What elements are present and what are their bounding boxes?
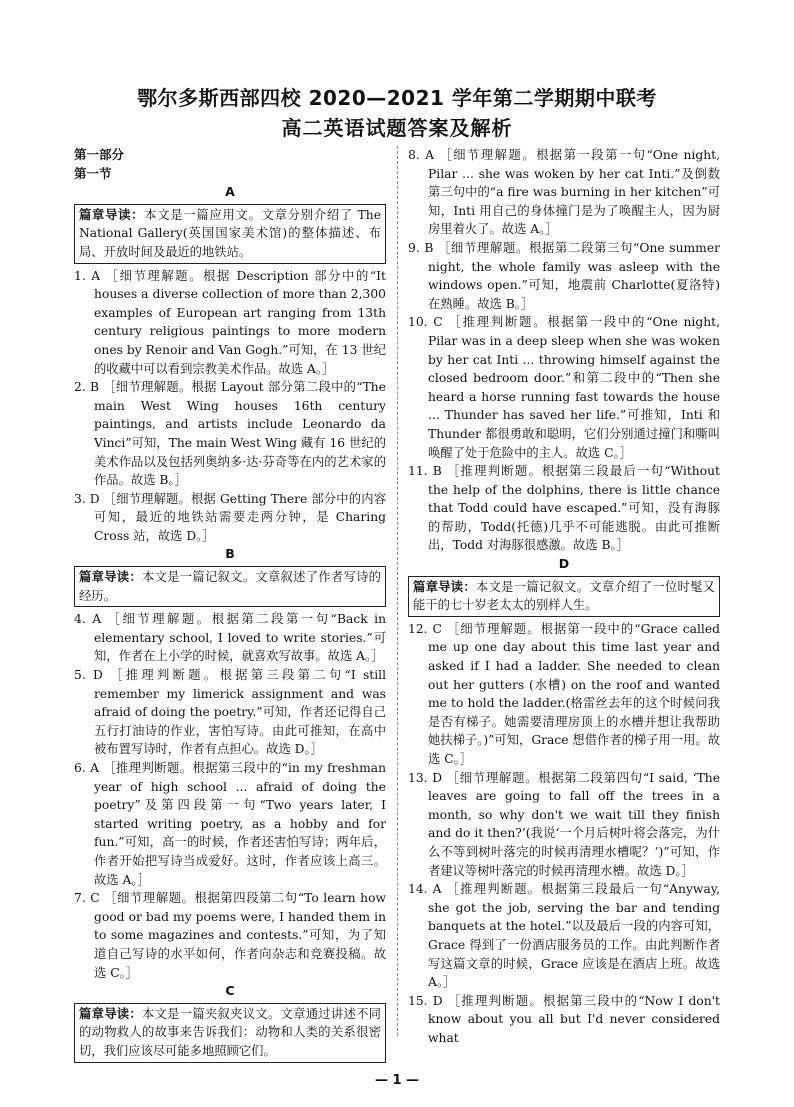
answer-item: 5. D ［推理判断题。根据第三段第二句“I still remember my limerick assignment and was afraid of doing the poetry.”可知，作者还记得自己五行打油诗的作业，害怕写诗。由此可推知，在高中被布置写诗时，作者有点担心。故选 D。］ <box>74 668 386 757</box>
answer-item: 2. B ［细节理解题。根据 Layout 部分第二段中的“The main West Wing houses 16th century paintings, and artists include Leonardo da Vinci”可知，The main West Wing 藏有 16 世纪的美术作品以及包括列奥纳多·达·芬奇等在内的艺术家的作品。故选 B。］ <box>74 380 386 488</box>
section-heading: 第一节 <box>74 165 112 181</box>
guide-text: 本文是一篇记叙文。文章介绍了一位时髦又能干的七十岁老太太的别样人生。 <box>413 579 715 613</box>
part-heading: 第一部分 <box>74 147 125 162</box>
answer-item: 15. D ［推理判断题。根据第三段中的“Now I don't know about you all but I'd never considered what <box>408 993 720 1045</box>
answer-item: 13. D ［细节理解题。根据第二段第四句“I said, ‘The leaves are going to fall off the trees in a month, so why don't we wait till they finish and do it then?’(我说‘一个月后树叶将会落完，为什么不等到树叶落完的时候再清理水槽呢？’)”可知，作者建议等树叶落完的时候再清理水槽。故选 D。］ <box>408 770 720 878</box>
answer-item: 9. B ［细节理解题。根据第二段第三句“One summer night, the whole family was asleep with the windows open.”可知，地震前 Charlotte(夏洛特)在熟睡。故选 B。］ <box>408 240 720 311</box>
answer-item: 11. B ［推理判断题。根据第三段最后一句“Without the help of the dolphins, there is little chance that Todd could have escaped.”可知，没有海豚的帮助，Todd(托德)几乎不可能逃脱。由此可推断出，Todd 对海豚很感激。故选 B。］ <box>408 464 720 553</box>
title-line-2: 高二英语试题答案及解析 <box>281 116 513 140</box>
answer-item: 12. C ［细节理解题。根据第一段中的“Grace called me up one day about this time last year and asked if I had a ladder. She needed to clean out her gutters (水槽) on the roof and wanted me to hold the ladder.(格雷丝去年的这个时候问我是否有梯子。她需要清理房顶上的水槽并想让我帮助她扶梯子。)”可知，Grace 想借作者的梯子用一用。故选 C。］ <box>408 621 720 766</box>
passage-c-guide <box>74 1003 386 1063</box>
guide-label: 篇章导读： <box>413 578 476 594</box>
answer-item: 7. C ［细节理解题。根据第四段第二句“To learn how good or bad my poems were, I handed them in to some magazines and contests.”可知，为了知道自己写诗的水平如何，作者向杂志和竞赛投稿。故选 C。］ <box>74 891 386 980</box>
left-column <box>74 146 386 1066</box>
guide-label: 篇章导读： <box>79 1005 142 1021</box>
column-divider <box>397 146 398 1036</box>
guide-text: 本文是一篇夹叙夹议文。文章通过讲述不同的动物救人的故事来告诉我们：动物和人类的关系很密切，我们应该尽可能多地照顾它们。 <box>79 1006 381 1058</box>
passage-b-guide <box>74 566 386 607</box>
passage-b-heading: B <box>225 546 235 562</box>
guide-label: 篇章导读： <box>79 569 142 585</box>
guide-label: 篇章导读： <box>79 206 145 222</box>
passage-c-heading: C <box>225 983 235 999</box>
answer-item: 8. A ［细节理解题。根据第一段第一句“One night, Pilar ... she was woken by her cat Inti.”及倒数第三句中的“a fire was burning in her kitchen”可知，Inti 用自己的身体撞门是为了唤醒主人，因为厨房里着火了。故选 A。］ <box>408 148 720 237</box>
answer-item: 4. A ［细节理解题。根据第二段第一句“Back in elementary school, I loved to write stories.”可知，作者在上小学的时候，就喜欢写故事。故选 A。］ <box>74 612 386 664</box>
answer-item: 1. A ［细节理解题。根据 Description 部分中的“It houses a diverse collection of more than 2,300 examples of European art ranging from 13th century religious paintings to more modern ones by Renoir and Van Gogh.”可知，在 13 世纪的收藏中可以看到宗教美术作品。故选 A。］ <box>74 268 386 376</box>
guide-text: 本文是一篇应用文。文章分别介绍了 The National Gallery(英国国家美术馆)的整体描述、布局、开放时间及最近的地铁站。 <box>79 207 381 259</box>
passage-d-heading: D <box>558 556 570 572</box>
passage-a-guide <box>74 204 386 264</box>
guide-text: 本文是一篇记叙文。文章叙述了作者写诗的经历。 <box>79 570 381 603</box>
passage-a-heading: A <box>225 184 235 200</box>
answer-item: 6. A ［推理判断题。根据第三段中的“in my freshman year of high school ... afraid of doing the poetry”及第四段第一句“Two years later, I started writing poetry, as a hobby and for fun.”可知，高一的时候，作者还害怕写诗；两年后，作者开始把写诗当成爱好。这时，作者应该上高三。故选 A。］ <box>74 761 386 887</box>
passage-d-guide <box>408 576 720 617</box>
answer-item: 14. A ［推理判断题。根据第三段最后一句“Anyway, she got the job, serving the bar and tending banquets at the hotel.”以及最后一段的内容可知，Grace 得到了一份酒店服务员的工作。由此判断作者写这篇文章的时候，Grace 应该是在酒店上班。故选 A。］ <box>408 882 720 990</box>
answer-item: 3. D ［细节理解题。根据 Getting There 部分中的内容可知，最近的地铁站需要走两分钟，是 Charing Cross 站，故选 D。］ <box>74 491 386 543</box>
title-line-1: 鄂尔多斯西部四校 2020—2021 学年第二学期期中联考 <box>137 86 657 110</box>
right-column <box>408 146 720 1048</box>
answer-item: 10. C ［推理判断题。根据第一段中的“One night, Pilar was in a deep sleep when she was woken by her cat Inti ... throwing himself against the closed bedroom door.”和第二段中的“Then she heard a horse running fast towards the house ... Thunder has saved her life.”可推知，Inti 和 Thunder 都很勇敢和聪明，它们分别通过撞门和嘶叫唤醒了处于危险中的主人。故选 C。］ <box>408 315 720 460</box>
page-number: — 1 — <box>374 1073 420 1088</box>
